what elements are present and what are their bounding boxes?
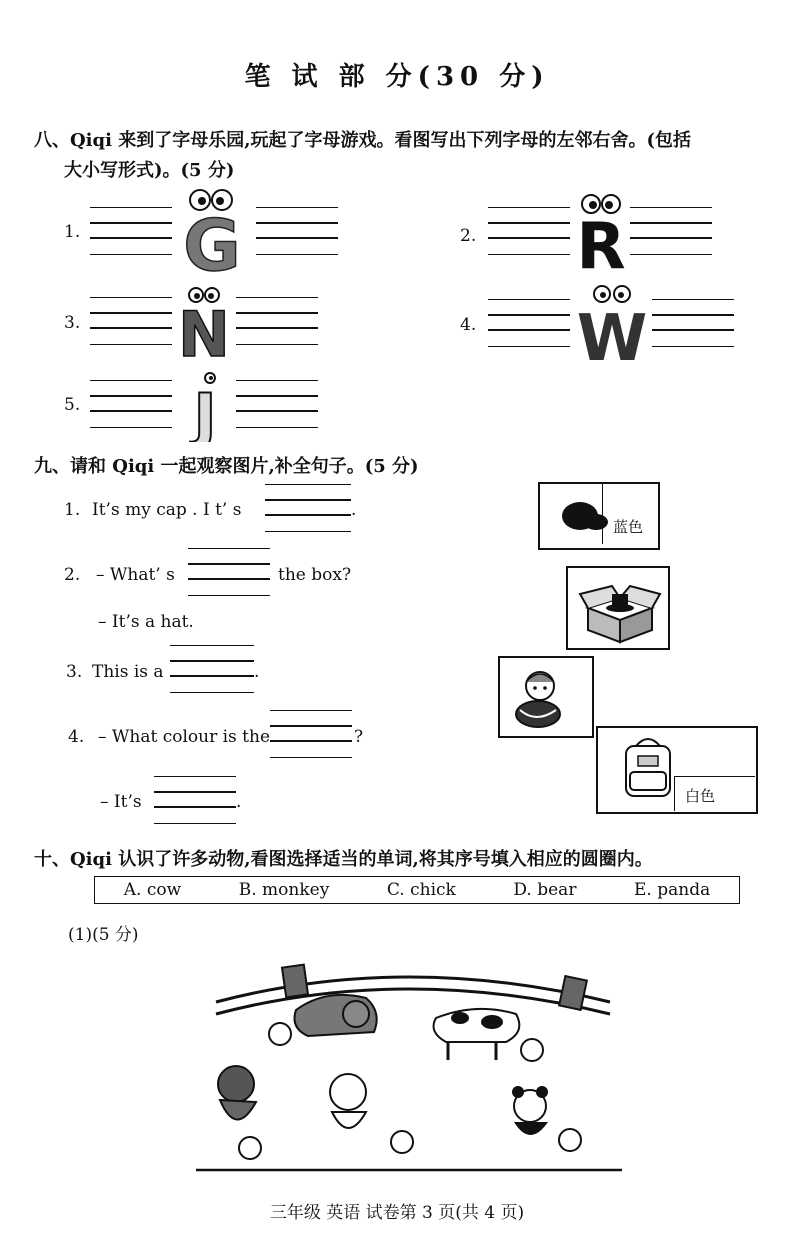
letter-w-glyph: W <box>576 302 648 364</box>
option-c: C. chick <box>386 880 456 900</box>
answer-lines-right[interactable] <box>236 380 318 428</box>
answer-lines-left[interactable] <box>90 380 172 428</box>
answer-lines-right[interactable] <box>630 207 712 255</box>
section-8-heading-line1: 八、Qiqi 来到了字母乐园,玩起了字母游戏。看图写出下列字母的左邻右舍。(包括 <box>34 130 691 151</box>
q3-answer-lines[interactable] <box>170 645 254 693</box>
answer-lines-left[interactable] <box>488 207 570 255</box>
item-number: 5. <box>64 395 81 415</box>
picture-bag <box>596 726 758 814</box>
q4-answer-lines[interactable] <box>270 710 352 758</box>
picture-cap <box>538 482 660 550</box>
q2-prefix: – What’ s <box>96 565 175 585</box>
answer-circle-monkey <box>391 1131 413 1153</box>
q2-number: 2. <box>64 565 81 585</box>
q2-answer-lines[interactable] <box>188 548 270 596</box>
answer-lines-right[interactable] <box>236 297 318 345</box>
color-label-white: 白色 <box>685 787 716 805</box>
word-options-box <box>94 876 740 904</box>
answer-lines-left[interactable] <box>488 299 570 347</box>
picture-baby <box>498 656 594 738</box>
option-d: D. bear <box>513 880 577 900</box>
q4-end: ? <box>354 727 364 747</box>
answer-circle-chick <box>239 1137 261 1159</box>
letter-j-glyph: J <box>193 380 217 442</box>
answer-circle-cow <box>521 1039 543 1061</box>
q1-text: It’s my cap . I t’ s <box>92 500 242 520</box>
q1-answer-lines[interactable] <box>265 484 351 532</box>
section-8-heading-line2: 大小写形式)。(5 分) <box>64 160 235 181</box>
answer-circle-panda <box>559 1129 581 1151</box>
answer-lines-right[interactable] <box>256 207 338 255</box>
q4-number: 4. <box>68 727 85 747</box>
answer-lines-left[interactable] <box>90 297 172 345</box>
letter-g-glyph: G <box>183 205 241 274</box>
section-10-heading: 十、Qiqi 认识了许多动物,看图选择适当的单词,将其序号填入相应的圆圈内。 <box>34 849 653 870</box>
q3-end: . <box>254 662 260 682</box>
item-number: 4. <box>460 315 477 335</box>
section-9-heading: 九、请和 Qiqi 一起观察图片,补全句子。(5 分) <box>34 456 419 477</box>
zoo-animals-illustration <box>196 962 626 1176</box>
letter-n-glyph: N <box>178 298 230 360</box>
page-footer: 三年级 英语 试卷第 3 页(共 4 页) <box>269 1203 525 1223</box>
answer-circle-bear <box>269 1023 291 1045</box>
q3-number: 3. <box>66 662 83 682</box>
cartoon-letter-j <box>180 368 230 442</box>
zoo-scene <box>196 962 626 1176</box>
q4-answer-lines-2[interactable] <box>154 776 236 824</box>
cap-label-box <box>602 484 657 544</box>
cartoon-letter-n <box>178 286 230 360</box>
page-title: 笔 试 部 分(30 分) <box>244 62 550 92</box>
box-hat-icon <box>568 568 668 648</box>
bag-label-box <box>674 776 755 811</box>
cartoon-letter-g <box>176 186 248 274</box>
q4-prefix: – What colour is the <box>98 727 271 747</box>
item-number: 2. <box>460 226 477 246</box>
option-e: E. panda <box>634 880 711 900</box>
q4-answer-prefix: – It’s <box>100 792 142 812</box>
item-number: 1. <box>64 222 81 242</box>
picture-box-hat <box>566 566 670 650</box>
item-number: 3. <box>64 313 81 333</box>
cartoon-letter-r <box>574 192 628 272</box>
q4-answer-end: . <box>236 792 242 812</box>
cartoon-letter-w <box>574 284 650 364</box>
color-label-blue: 蓝色 <box>613 518 644 536</box>
baby-icon <box>500 658 592 736</box>
q1-number: 1. <box>64 500 81 520</box>
q1-end: . <box>351 500 357 520</box>
answer-lines-left[interactable] <box>90 207 172 255</box>
option-a: A. cow <box>123 880 182 900</box>
option-b: B. monkey <box>238 880 330 900</box>
letter-r-glyph: R <box>576 210 626 272</box>
q3-text: This is a <box>92 662 164 682</box>
q2-answer: – It’s a hat. <box>98 612 194 632</box>
answer-lines-right[interactable] <box>652 299 734 347</box>
q2-suffix: the box? <box>278 565 352 585</box>
sub-question-label: (1)(5 分) <box>68 925 139 945</box>
